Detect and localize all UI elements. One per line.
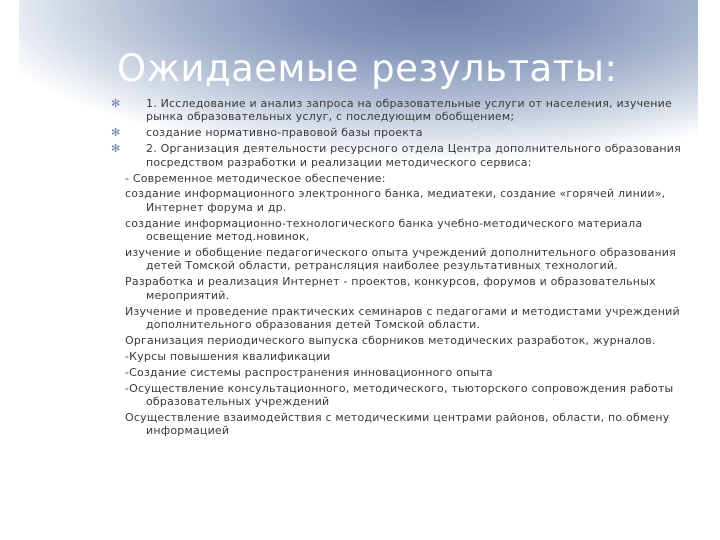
asterisk-bullet-icon: ✻ xyxy=(111,142,121,156)
list-item-1: ✻ 1. Исследование и анализ запроса на образовательные услуги от населения, изучение рынка образовательных услуг, с последующим обобщением; xyxy=(111,97,672,124)
slide-title: Ожидаемые результаты: xyxy=(117,47,618,90)
list-item-2: ✻ создание нормативно-правовой базы проекта xyxy=(111,126,423,140)
list-item-7: изучение и обобщение педагогического опыта учреждений дополнительного образования детей Томской области, ретрансляция наиболее результативных технологий. xyxy=(125,246,676,273)
list-item-12: -Создание системы распространения инновационного опыта xyxy=(125,365,493,379)
list-item-6: создание информационно-технологического банка учебно-методического материала освещение метод.новинок, xyxy=(125,216,643,244)
asterisk-bullet-icon: ✻ xyxy=(111,126,121,140)
list-item-3: ✻ 2. Организация деятельности ресурсного отдела Центра дополнительного образования посредством разработки и реализации методического сервиса: xyxy=(111,142,681,169)
list-item-8: Разработка и реализация Интернет - проектов, конкурсов, форумов и образовательных мероприятий. xyxy=(125,275,656,302)
list-item-13: -Осуществление консультационного, методического, тьюторского сопровождения работы образовательных учреждений xyxy=(125,381,674,409)
list-item-4: - Современное методическое обеспечение: xyxy=(125,171,386,185)
list-item-10: Организация периодического выпуска сборников методических разработок, журналов. xyxy=(125,334,656,347)
list-item-14: Осуществление взаимодействия с методическими центрами районов, области, по обмену информацией xyxy=(125,411,670,438)
list-item-5: создание информационного электронного банка, медиатеки, создание «горячей линии», Интернет форума и др. xyxy=(125,187,666,214)
list-item-9: Изучение и проведение практических семинаров с педагогами и методистами учреждений дополнительного образования детей Томской области. xyxy=(125,304,680,332)
slide-content xyxy=(111,97,695,440)
asterisk-bullet-icon: ✻ xyxy=(111,97,121,110)
list-item-11: -Курсы повышения квалификации xyxy=(125,349,331,363)
